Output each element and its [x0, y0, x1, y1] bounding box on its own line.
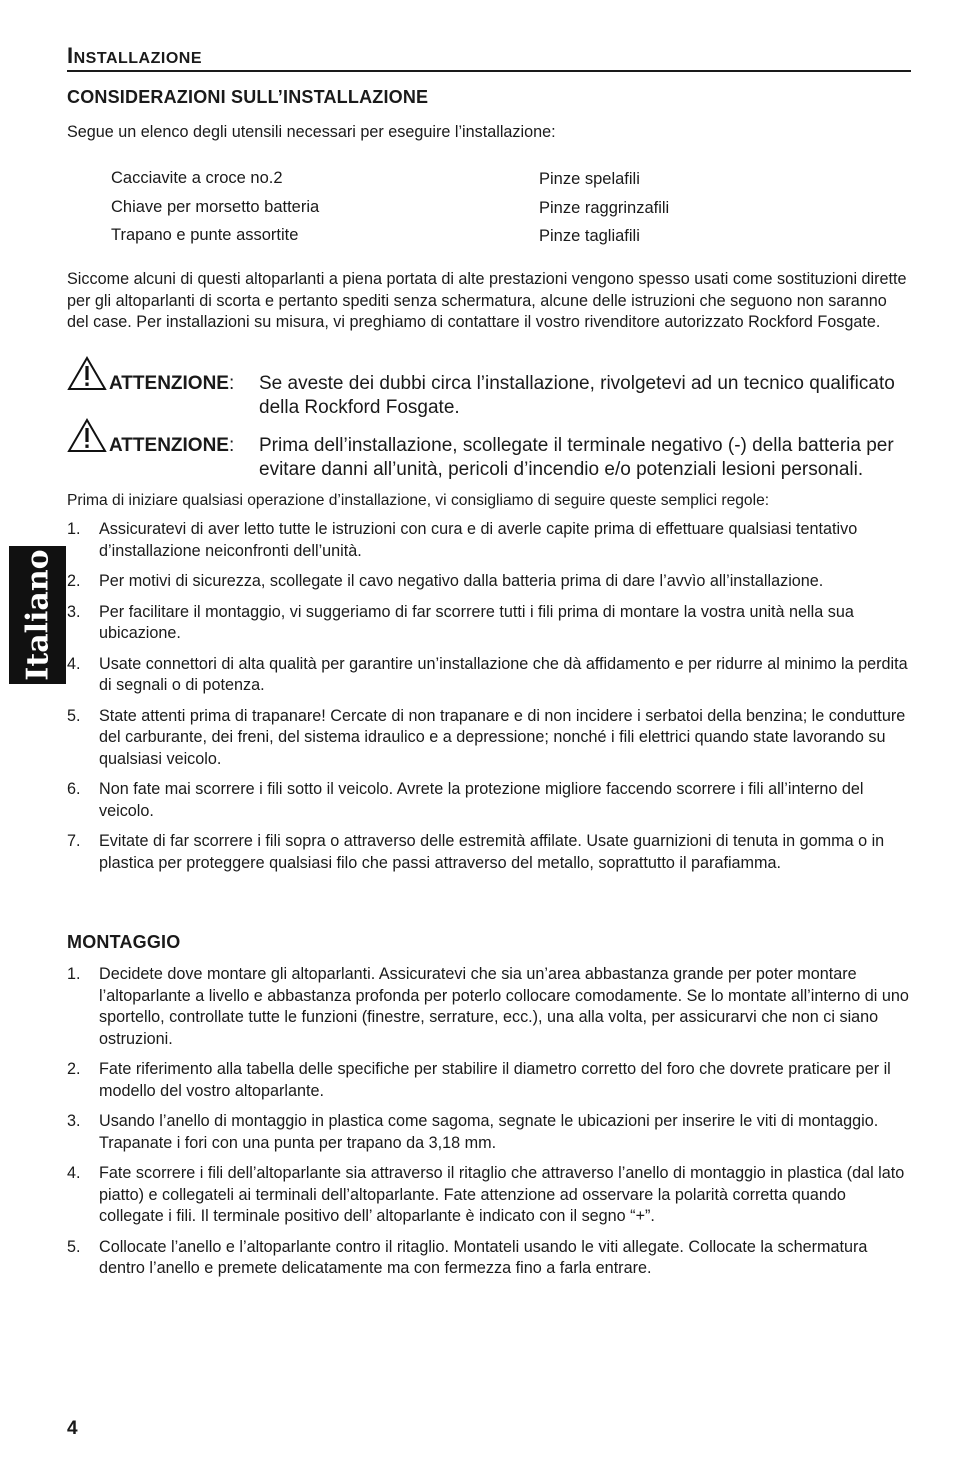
tool-item: Chiave per morsetto batteria: [111, 197, 320, 216]
list-item: 1. Assicuratevi di aver letto tutte le istruzioni con cura e di averle capite prima di effettuare qualsiasi tentativo d’installazione neiconfronti dell’unità.: [67, 520, 858, 560]
tools-left-column: [111, 167, 319, 253]
tool-item: Trapano e punte assortite: [111, 226, 299, 244]
tool-item: Pinze raggrinzafili: [539, 198, 670, 217]
language-tab-label: Italiano: [20, 549, 55, 681]
tool-item: Pinze tagliafili: [539, 227, 640, 245]
list-item: 6. Non fate mai scorrere i fili sotto il veicolo. Avrete la protezione migliore faccendo scorrere i fili all’interno del veicolo.: [67, 780, 864, 820]
warning-triangle-icon: [67, 356, 107, 392]
tools-intro: Segue un elenco degli utensili necessari per eseguire l’installazione:: [67, 123, 556, 141]
list-item: 7. Evitate di far scorrere i fili sopra o attraverso delle estremità affilate. Usate guarnizioni di tenuta in gomma o in plastica per proteggere qualsiasi filo che passi attraverso del metallo, soprattutto il parafiamma.: [67, 832, 885, 872]
page-number: 4: [67, 1418, 78, 1439]
list-item: 3. Usando l’anello di montaggio in plastica come sagoma, segnate le ubicazioni per inserire le viti di montaggio. Trapanate i fori con una punta per trapano da 3,18 mm.: [67, 1112, 879, 1152]
rules-intro: Prima di iniziare qualsiasi operazione d’installazione, vi consigliamo di seguire queste semplici regole:: [67, 492, 770, 509]
tool-item: Pinze spelafili: [539, 170, 640, 188]
section-heading-considerations: CONSIDERAZIONI SULL’INSTALLAZIONE: [67, 87, 429, 107]
mounting-steps-list: [67, 964, 911, 1289]
list-item: 4. Usate connettori di alta qualità per garantire un’installazione che dà affidamento e per ridurre al minimo la perdita di segnali o di potenza.: [67, 654, 908, 694]
list-item: 4. Fate scorrere i fili dell’altoparlante sia attraverso il ritaglio che attraverso l’anello di montaggio in plastica (dal lato piatto) e collegateli ai terminali dell’altoparlante. Fate attenzione ad osservare la polarità corretta quando collegate i fili. Il terminale positivo dell’ altoparlante è indicato con il segno “+”.: [67, 1164, 905, 1225]
page-header: [67, 43, 911, 72]
section-heading-mounting: MONTAGGIO: [67, 932, 181, 952]
warning-triangle-icon: [67, 418, 107, 454]
tools-right-column: [539, 168, 669, 254]
intro-paragraph: Siccome alcuni di questi altoparlanti a piena portata di alte prestazioni vengono spesso usati come sostituzioni dirette per gli altoparlanti di scorta e pertanto spediti senza schermatura, alcune delle istruzioni che seguono non saranno del case. Per installazioni su misura, vi preghiamo di contattare il vostro rivenditore autorizzato Rockford Fosgate.: [67, 270, 907, 331]
list-item: 5. State attenti prima di trapanare! Cercate di non trapanare e di non incidere i serbatoi della benzina; le condutture del carburante, dei freni, del sistema idraulico e a depressione; nonché i fili elettrici quando state lavorando su qualsiasi veicolo.: [67, 706, 906, 768]
language-tab: [9, 546, 66, 684]
warning-label: ATTENZIONE:: [109, 435, 235, 456]
list-item: 2. Per motivi di sicurezza, scollegate il cavo negativo dalla batteria prima di dare l’avvìo all’installazione.: [67, 572, 824, 590]
warning-label: ATTENZIONE:: [109, 373, 235, 394]
tool-item: Cacciavite a croce no.2: [111, 169, 283, 187]
rules-list: [67, 519, 911, 883]
list-item: 3. Per facilitare il montaggio, vi suggeriamo di far scorrere tutti i fili prima di montare la vostra unità nella sua ubicazione.: [67, 602, 854, 642]
list-item: 5. Collocate l’anello e l’altoparlante contro il ritaglio. Montateli usando le viti allegate. Collocate la schermatura dentro l’anello e premete delicatamente ma con fermezza fino a farla entrare.: [67, 1237, 868, 1277]
page-header-title: INSTALLAZIONE: [67, 43, 202, 68]
warning-text: Se aveste dei dubbi circa l’installazione, rivolgetevi ad un tecnico qualificato della Rockford Fosgate.: [259, 373, 895, 418]
list-item: 1. Decidete dove montare gli altoparlanti. Assicuratevi che sia un’area abbastanza grande per poter montare l’altoparlante a livello e abbastanza profonda per poterlo collocare comodamente. Se lo montate all’interno di uno sportello, controllate tutte le funzioni (finestre, serrature, ecc.), una alla volta, per assicurarvi che non ci siano ostruzioni.: [67, 965, 909, 1048]
warning-text: Prima dell’installazione, scollegate il terminale negativo (-) della batteria per evitare danni all’unità, pericoli d’incendio e/o potenziali lesioni personali.: [259, 435, 894, 480]
list-item: 2. Fate riferimento alla tabella delle specifiche per stabilire il diametro corretto del foro che dovrete praticare per il modello del vostro altoparlante.: [67, 1060, 891, 1100]
